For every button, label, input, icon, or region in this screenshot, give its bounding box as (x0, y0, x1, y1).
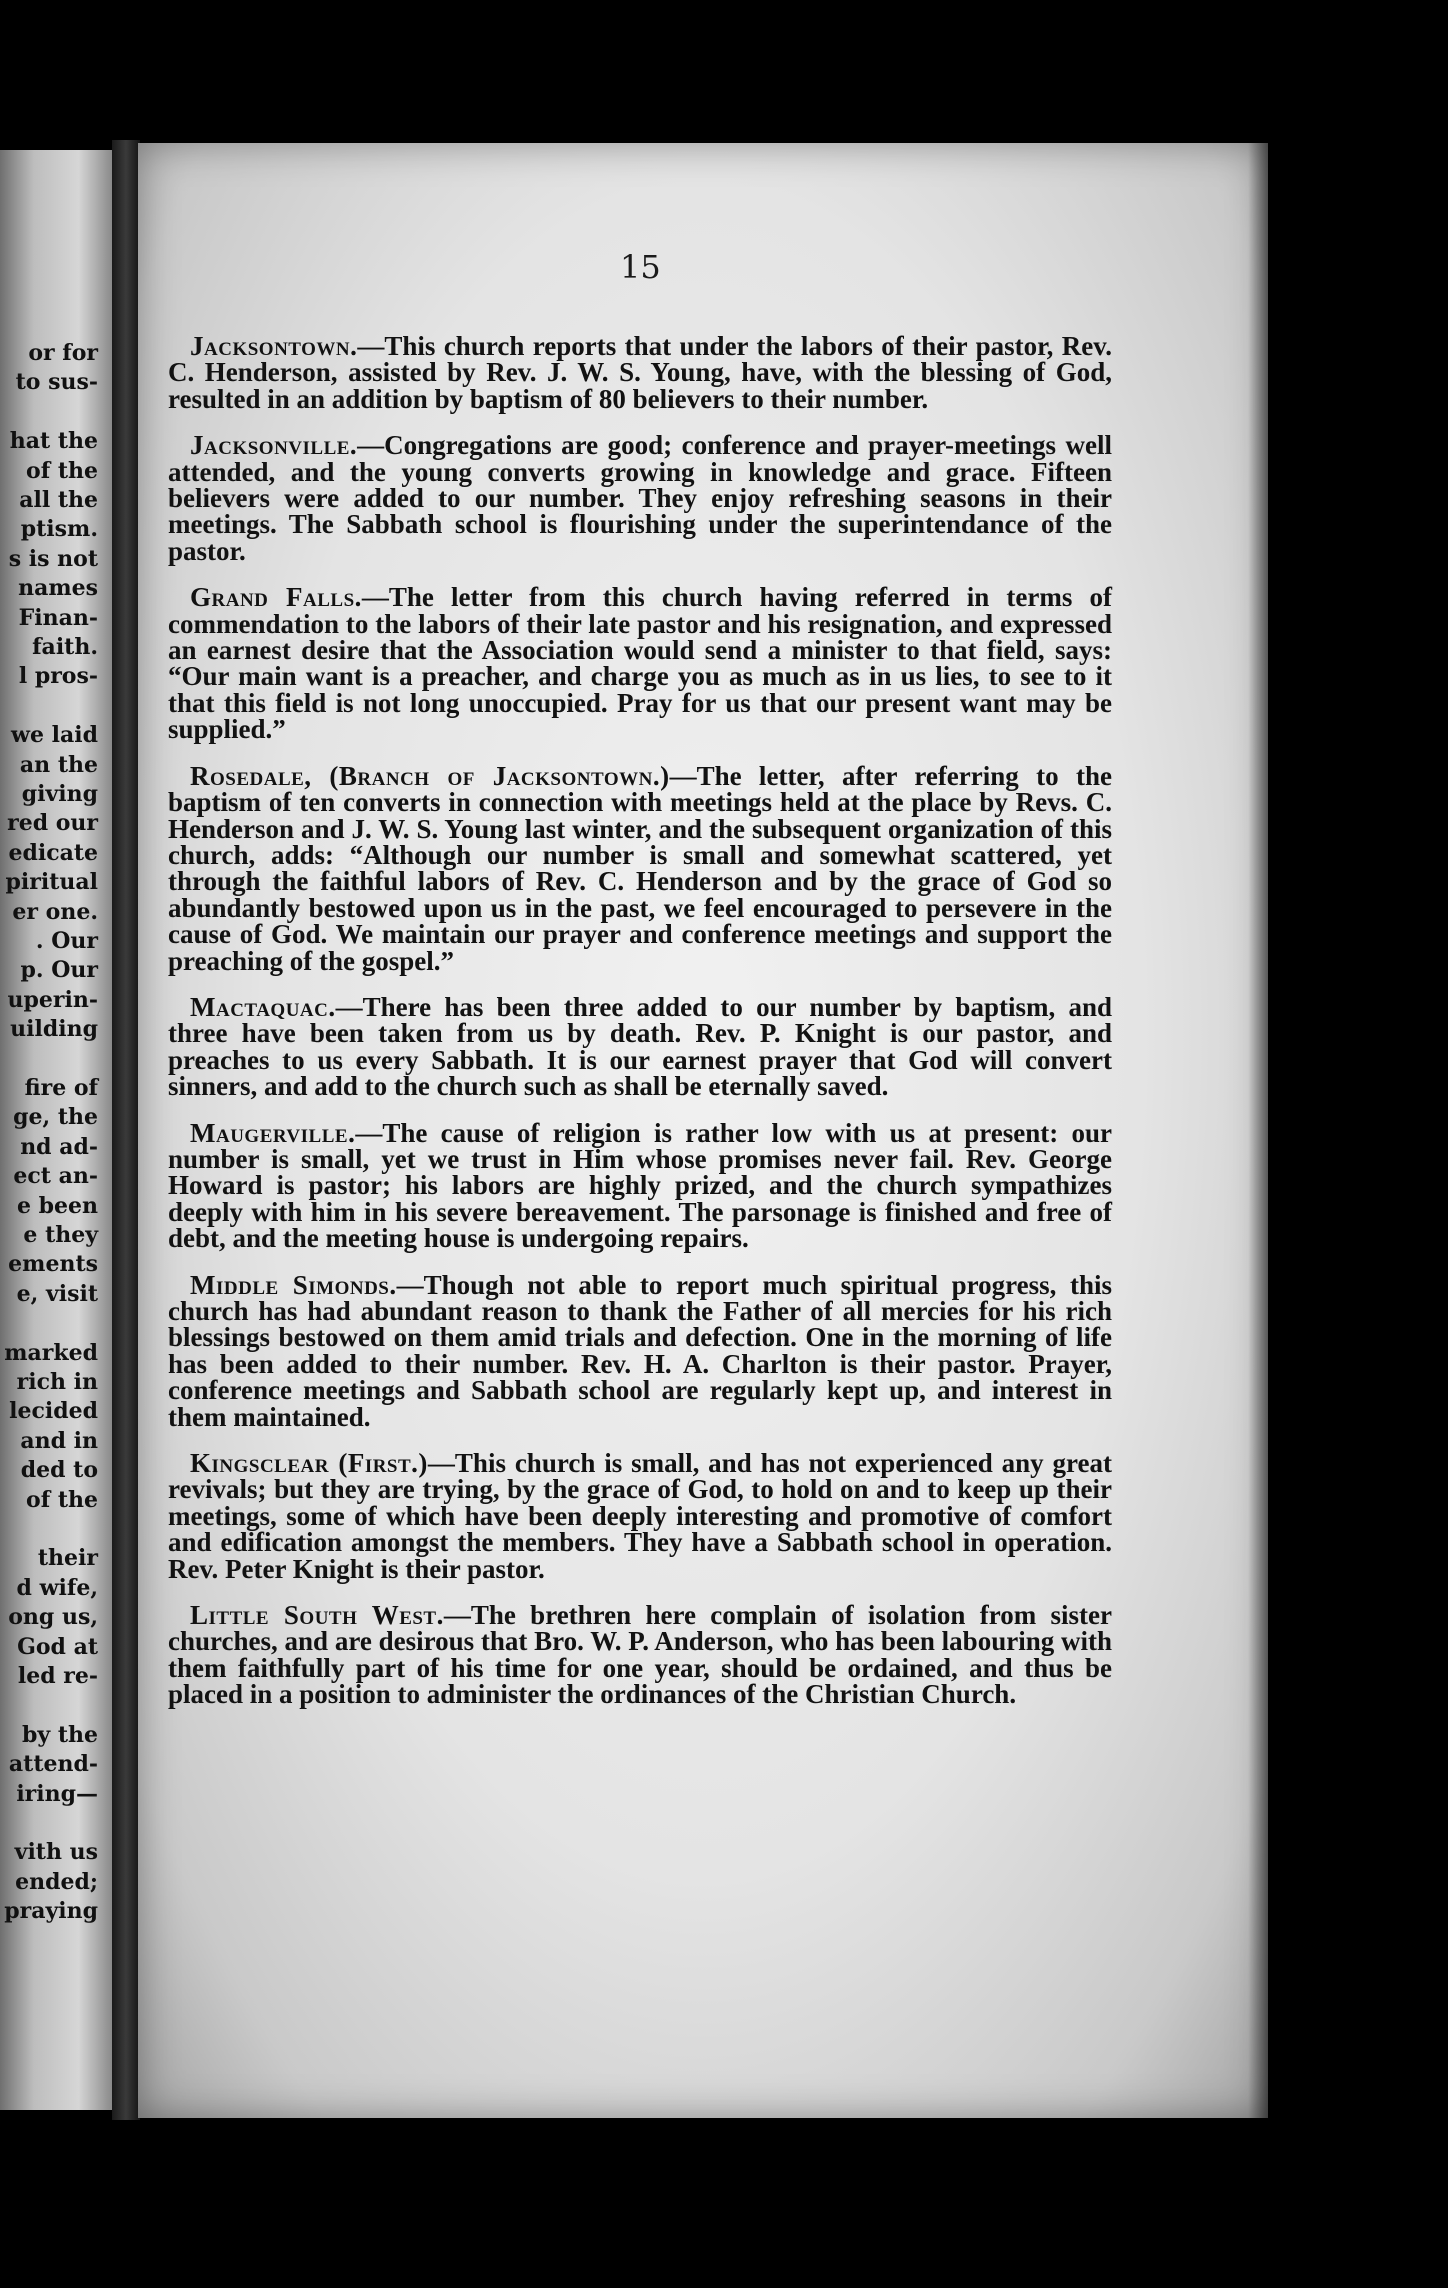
left-page-line: er one. (12, 898, 98, 925)
report-text: —There has been three added to our number by baptism, and three have been taken from us by death. Rev. P. Knight is our pastor, and preaches to us every Sabbath. It is our earnest prayer that God will convert sinners, and add to the church such as shall be eternally saved. (168, 991, 1112, 1102)
left-page-line: ended; (15, 1868, 98, 1895)
left-page-line: their (37, 1545, 98, 1572)
left-page-line: l pros- (18, 663, 98, 690)
left-page-line: attend- (8, 1751, 98, 1778)
report-heading: Jacksonville. (190, 430, 358, 461)
left-page-line: piritual (5, 869, 98, 896)
church-report-rosedale (168, 760, 1112, 976)
left-page-line: ect an- (13, 1163, 98, 1190)
left-page-line: red our (7, 810, 98, 837)
left-page-line: nd ad- (20, 1133, 98, 1160)
report-heading: Middle Simonds. (190, 1269, 397, 1300)
left-page-line: by the (22, 1721, 98, 1748)
left-page-line: e been (16, 1192, 98, 1219)
left-page-line: hat the (9, 428, 98, 455)
church-report-kingsclear (168, 1450, 1112, 1582)
report-text: —This church is small, and has not experienced any great revivals; but they are trying, by the grace of God, to hold on and to keep up their meetings, some of which have been deeply interesting and promotive of comfort and edification amongst the members. They have a Sabbath school in operation. Rev. Peter Knight is their pastor. (168, 1448, 1112, 1584)
left-page-line: of the (26, 1486, 98, 1513)
church-report-jacksontown (168, 333, 1112, 412)
left-page-line: and in (20, 1427, 98, 1454)
left-page-line: lecided (9, 1398, 98, 1425)
report-heading: Little South West. (190, 1600, 444, 1631)
left-page-line: all the (19, 487, 98, 513)
left-page-line: ong us, (8, 1604, 98, 1631)
page-edge-shadow (1248, 143, 1270, 2118)
report-heading: Maugerville. (190, 1117, 356, 1148)
left-page-line: . Our (35, 928, 98, 954)
left-page-line: we laid (11, 722, 98, 749)
church-report-jacksonville (168, 432, 1112, 564)
left-page-line: praying (4, 1898, 98, 1925)
church-report-maugerville (168, 1117, 1112, 1254)
left-page-line: Finan- (18, 604, 98, 631)
left-page-line: vith us (14, 1839, 98, 1866)
left-page-line: marked (4, 1339, 98, 1366)
left-page-line: uilding (10, 1016, 98, 1043)
left-page-line: of the (26, 457, 98, 484)
left-page-line: or for (28, 340, 98, 366)
report-text: —The letter from this church having referred in terms of commendation to the labors of their late pastor and his resignation, and expressed an earnest desire that the Association would send a minister to that field, says: “Our main want is a preacher, and charge you as much as in us lies, to see to it that this field is not long unoccupied. Pray for us that our present want may be supplied.” (168, 582, 1112, 745)
left-page-line: ge, the (13, 1104, 98, 1131)
left-page-line: ded to (20, 1457, 98, 1484)
report-heading: Rosedale, (Branch of Jacksontown.) (190, 760, 670, 791)
report-text: —The letter, after referring to the baptism of ten converts in connection with meetings held at the place by Revs. C. Henderson and J. W. S. Young last winter, and the subsequent organization of this church, adds: “Although our number is small and somewhat scattered, yet through the faithful labors of Rev. C. Henderson and by the grace of God so abundantly bestowed upon us in the past, we feel encouraged to persevere in the cause of God. We maintain our prayer and conference meetings and support the preaching of the gospel.” (168, 760, 1112, 976)
left-page-line: giving (21, 781, 98, 807)
left-page-fragment (0, 150, 112, 2110)
church-report-grand-falls (168, 582, 1112, 745)
church-report-little-south-west (168, 1602, 1112, 1708)
left-page-line: ements (8, 1251, 98, 1278)
book-gutter (112, 140, 140, 2120)
left-page-line: s is not (8, 545, 98, 572)
left-page-line: e they (23, 1222, 98, 1248)
church-report-middle-simonds (168, 1269, 1112, 1432)
church-report-mactaquac (168, 991, 1112, 1102)
left-page-line: to sus- (15, 369, 98, 396)
left-page-line: names (18, 575, 98, 602)
left-page-line: p. Our (20, 957, 98, 984)
left-page-line: faith. (32, 634, 98, 660)
left-page-line: d wife, (16, 1574, 98, 1601)
report-heading: Grand Falls. (190, 582, 362, 613)
left-page-line: uperin- (7, 986, 98, 1013)
report-heading: Mactaquac. (190, 991, 336, 1022)
left-page-line: led re- (17, 1663, 98, 1689)
report-heading: Jacksontown. (190, 331, 358, 361)
left-page-line: rich in (16, 1369, 98, 1395)
left-page-line: God at (17, 1633, 98, 1660)
left-page-line: fire of (24, 1075, 98, 1101)
report-text: —The brethren here complain of isolation from sister churches, and are desirous that Bro. W. P. Anderson, who has been labouring with them faithfully part of his time for one year, should be ordained, and thus be placed in a position to administer the ordinances of the Christian Church. (168, 1600, 1112, 1710)
report-heading: Kingsclear (First.) (190, 1448, 428, 1479)
report-text: —This church reports that under the labors of their pastor, Rev. C. Henderson, assisted by Rev. J. W. S. Young, have, with the blessing of God, resulted in an addition by baptism of 80 believers to their number. (168, 331, 1112, 414)
page-content (168, 333, 1112, 1728)
left-page-line: an the (19, 751, 98, 778)
report-text: —Congregations are good; conference and prayer-meetings well attended, and the young converts growing in knowledge and grace. Fifteen believers were added to our number. They enjoy refreshing seasons in their meetings. The Sabbath school is flourishing under the superintendance of the pastor. (168, 430, 1112, 566)
page-number: 15 (620, 248, 661, 286)
left-page-line: ptism. (20, 516, 98, 543)
left-page-line: iring— (16, 1780, 98, 1807)
left-page-line: e, visit (16, 1280, 98, 1307)
report-text: —Though not able to report much spiritual progress, this church has had abundant reason to thank the Father of all mercies for his rich blessings bestowed on them amid trials and defection. One in the morning of life has been added to their number. Rev. H. A. Charlton is their pastor. Prayer, conference meetings and Sabbath school are regularly kept up, and interest in them maintained. (168, 1269, 1112, 1432)
left-page-line: edicate (8, 839, 98, 866)
report-text: —The cause of religion is rather low with us at present: our number is small, yet we trust in Him whose promises never fail. Rev. George Howard is pastor; his labors are highly prized, and the church sympathizes deeply with him in his severe bereavement. The parsonage is finished and free of debt, and the meeting house is undergoing repairs. (168, 1117, 1112, 1254)
